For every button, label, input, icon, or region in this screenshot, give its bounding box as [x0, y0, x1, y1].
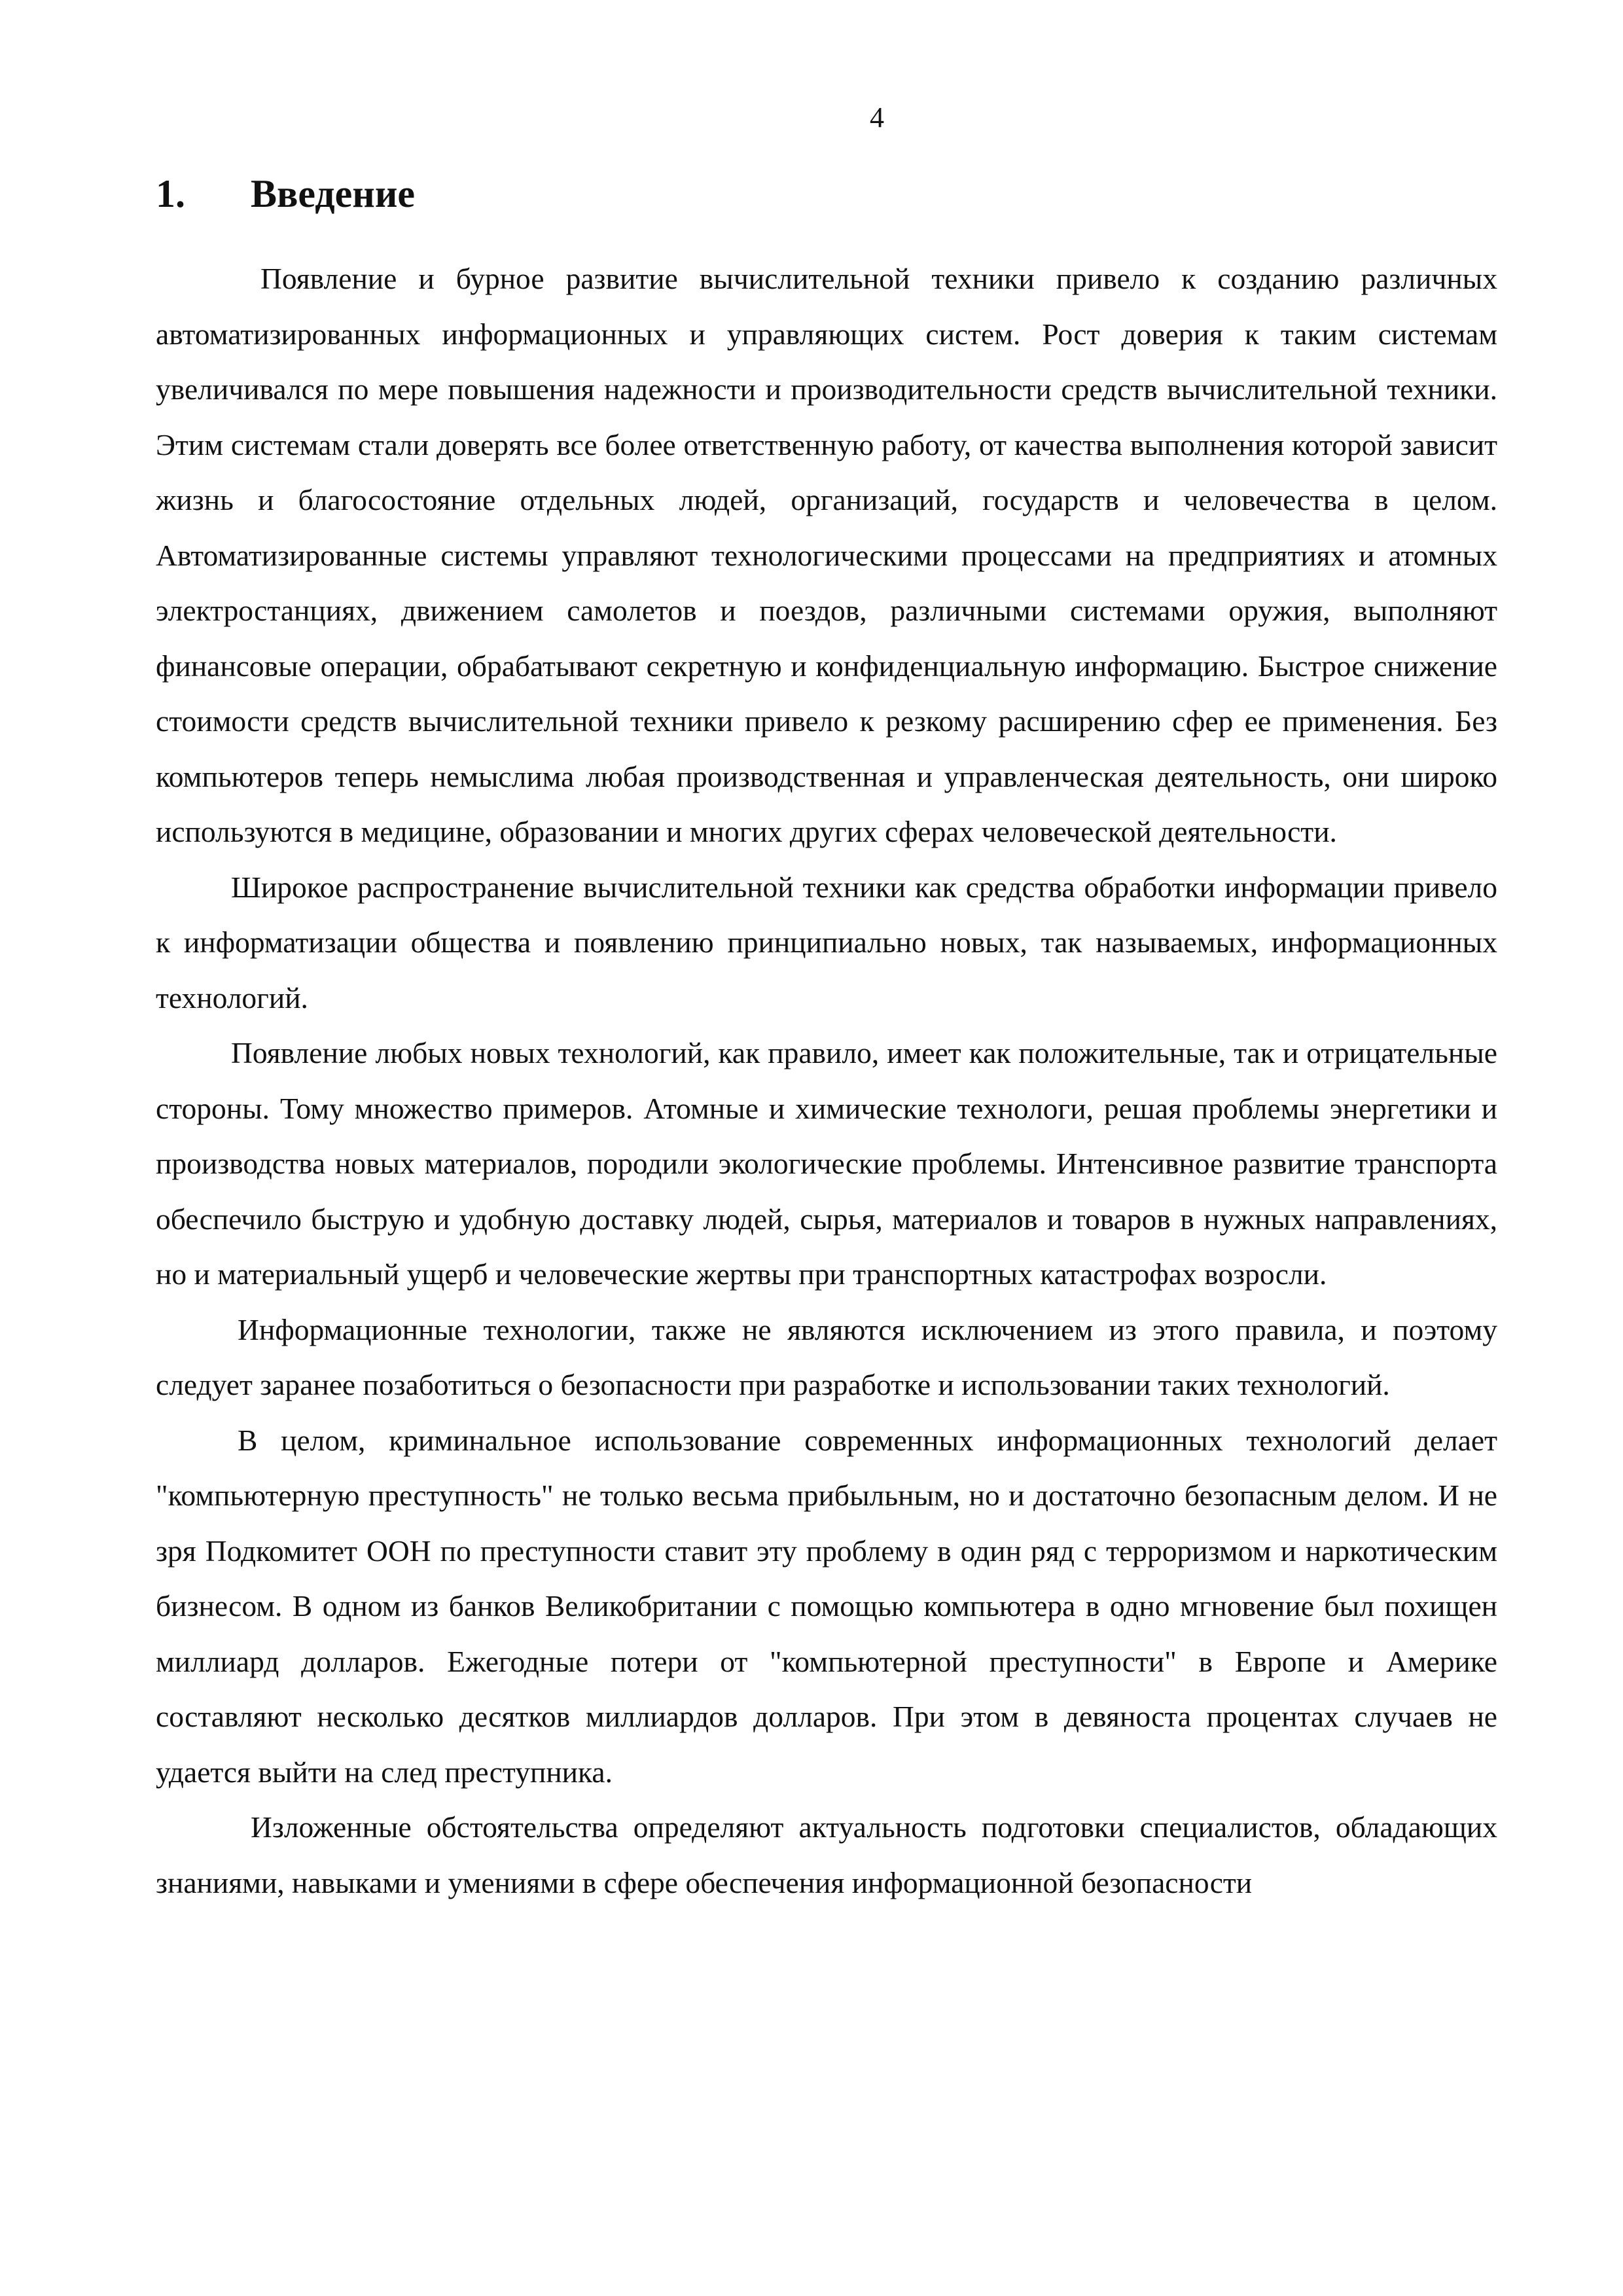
paragraph-4: Информационные технологии, также не являются исключением из этого правила, и поэтому следует заранее позаботиться о безопасности при разработке и использовании таких технологий.: [156, 1312, 1497, 1401]
body-text: [156, 251, 1497, 1910]
paragraph-5: В целом, криминальное использование современных информационных технологий делает "компьютерную преступность" не только весьма прибыльным, но и достаточно безопасным делом. И не зря Подкомитет ООН по преступности ставит эту проблему в один ряд с терроризмом и наркотическим бизнесом. В одном из банков Великобритании с помощью компьютера в одно мгновение был похищен миллиард долларов. Ежегодные потери от "компьютерной преступности" в Европе и Америке составляют несколько десятков миллиардов долларов. При этом в девяноста процентах случаев не удается выйти на след преступника.: [156, 1423, 1497, 1789]
paragraph-1: Появление и бурное развитие вычислительной техники привело к созданию различных автоматизированных информационных и управляющих систем. Рост доверия к таким системам увеличивался по мере повышения надежности и производительности средств вычислительной техники. Этим системам стали доверять все более ответственную работу, от качества выполнения которой зависит жизнь и благосостояние отдельных людей, организаций, государств и человечества в целом. Автоматизированные системы управляют технологическими процессами на предприятиях и атомных электростанциях, движением самолетов и поездов, различными системами оружия, выполняют финансовые операции, обрабатывают секретную и конфиденциальную информацию. Быстрое снижение стоимости средств вычислительной техники привело к резкому расширению сфер ее применения. Без компьютеров теперь немыслима любая производственная и управленческая деятельность, они широко используются в медицине, образовании и многих других сферах человеческой деятельности.: [156, 262, 1497, 848]
paragraph-6: Изложенные обстоятельства определяют актуальность подготовки специалистов, обладающих знаниями, навыками и умениями в сфере обеспечения информационной безопасности: [156, 1810, 1497, 1899]
paragraph-2: Широкое распространение вычислительной техники как средства обработки информации привело к информатизации общества и появлению принципиально новых, так называемых, информационных технологий.: [156, 870, 1497, 1014]
page-number: 4: [870, 101, 884, 134]
paragraph-3: Появление любых новых технологий, как правило, имеет как положительные, так и отрицательные стороны. Тому множество примеров. Атомные и химические технологи, решая проблемы энергетики и производства новых материалов, породили экологические проблемы. Интенсивное развитие транспорта обеспечило быструю и удобную доставку людей, сырья, материалов и товаров в нужных направлениях, но и материальный ущерб и человеческие жертвы при транспортных катастрофах возросли.: [156, 1036, 1497, 1291]
section-title: Введение: [251, 172, 416, 215]
section-number: 1.: [156, 172, 185, 215]
section-heading: [156, 168, 415, 220]
